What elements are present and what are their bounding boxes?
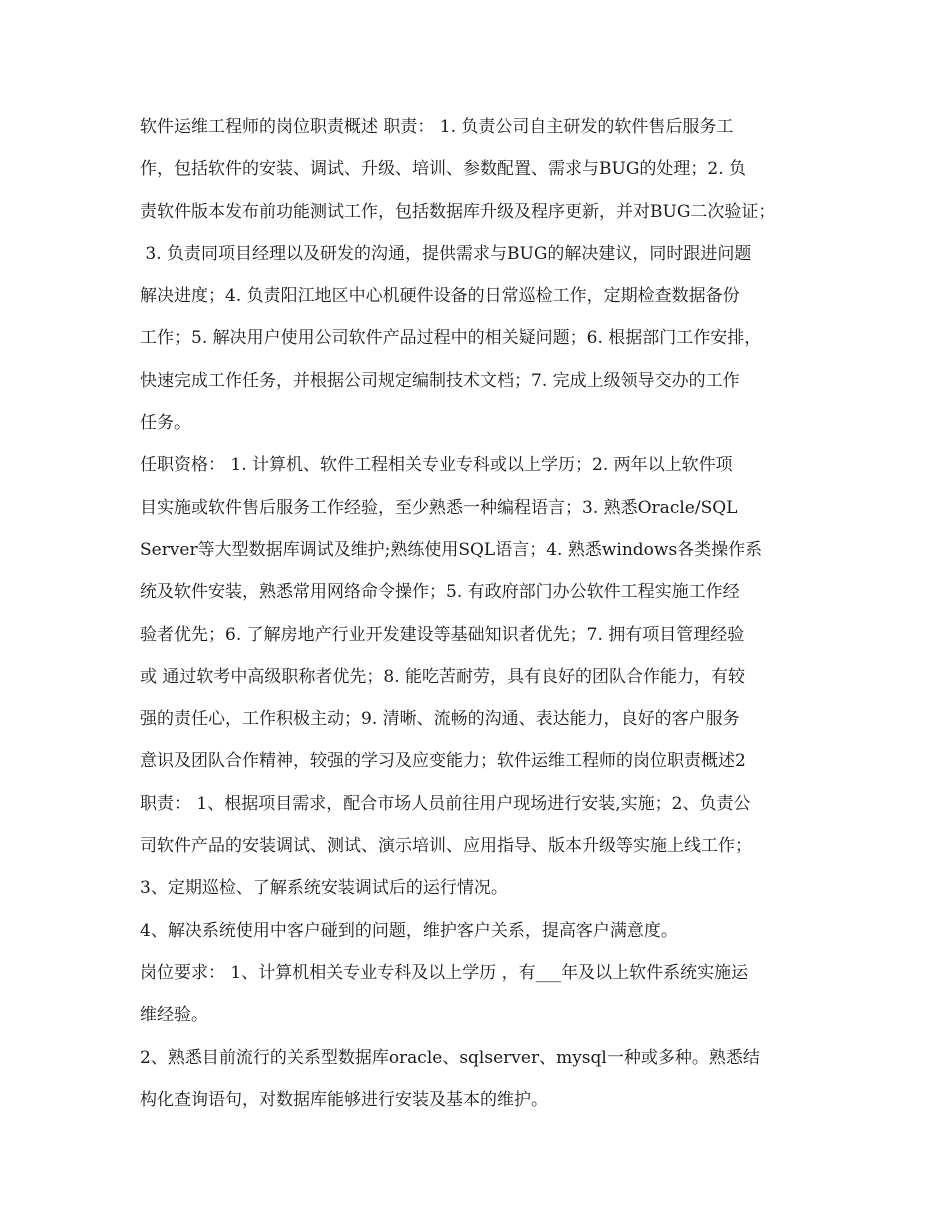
text-line: 目实施或软件售后服务工作经验，至少熟悉一种编程语言；3. 熟悉Oracle/SQL [140,497,738,518]
text-line: 3. 负责同项目经理以及研发的沟通，提供需求与BUG的解决建议，同时跟进问题 [140,243,752,264]
text-line: 快速完成工作任务，并根据公司规定编制技术文档；7. 完成上级领导交办的工作 [140,370,740,391]
text-line: Server等大型数据库调试及维护;熟练使用SQL语言；4. 熟悉windows各类操作系 [140,539,763,560]
text-line: 维经验。 [140,1005,208,1026]
text-line: 2、熟悉目前流行的关系型数据库oracle、sqlserver、mysql一种或多种。熟悉结 [140,1047,760,1068]
text-line: 验者优先；6. 了解房地产行业开发建设等基础知识者优先；7. 拥有项目管理经验 [140,624,745,645]
text-line: 任务。 [140,413,191,434]
text-line: 工作；5. 解决用户使用公司软件产品过程中的相关疑问题；6. 根据部门工作安排， [140,328,762,349]
text-line: 强的责任心，工作积极主动；9. 清晰、流畅的沟通、表达能力，良好的客户服务 [140,709,740,730]
text-line: 解决进度；4. 负责阳江地区中心机硬件设备的日常巡检工作，定期检查数据备份 [140,286,740,307]
text-line: 3、定期巡检、了解系统安装调试后的运行情况。 [140,878,508,899]
text-line: 4、解决系统使用中客户碰到的问题，维护客户关系，提高客户满意度。 [140,920,678,941]
text-line: 职责： 1、根据项目需求，配合市场人员前往用户现场进行安装,实施；2、负责公 [140,793,751,814]
text-line: 责软件版本发布前功能测试工作，包括数据库升级及程序更新，并对BUG二次验证； [140,201,776,222]
text-line: 司软件产品的安装调试、测试、演示培训、应用指导、版本升级等实施上线工作； [140,836,752,857]
text-line: 意识及团队合作精神，较强的学习及应变能力；软件运维工程师的岗位职责概述2 [140,751,746,772]
text-line: 岗位要求： 1、计算机相关专业专科及以上学历 ，有___年及以上软件系统实施运 [140,962,749,983]
text-line: 任职资格： 1. 计算机、软件工程相关专业专科或以上学历；2. 两年以上软件项 [140,455,733,476]
document-body [140,106,830,1121]
text-line: 作，包括软件的安装、调试、升级、培训、参数配置、需求与BUG的处理；2. 负 [140,159,747,180]
text-line: 软件运维工程师的岗位职责概述 职责： 1. 负责公司自主研发的软件售后服务工 [140,117,734,137]
text-line: 统及软件安装，熟悉常用网络命令操作；5. 有政府部门办公软件工程实施工作经 [140,582,740,603]
text-line: 构化查询语句，对数据库能够进行安装及基本的维护。 [140,1089,548,1110]
text-line: 或 通过软考中高级职称者优先；8. 能吃苦耐劳，具有良好的团队合作能力，有较 [140,666,746,687]
